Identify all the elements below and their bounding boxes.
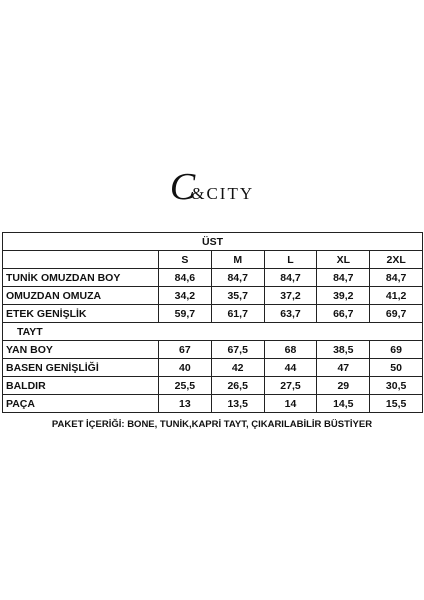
brand-logo-c: C (169, 166, 196, 208)
row-value: 84,6 (159, 269, 212, 287)
table-row (3, 305, 423, 323)
row-value: 29 (317, 377, 370, 395)
size-header: XL (317, 251, 370, 269)
row-value: 40 (159, 359, 212, 377)
row-value: 63,7 (264, 305, 317, 323)
row-value: 14 (264, 395, 317, 413)
section-title-bottom: TAYT (3, 323, 423, 341)
section-row-top (3, 233, 423, 251)
size-header-empty (3, 251, 159, 269)
row-label: YAN BOY (3, 341, 159, 359)
brand-logo-text: &CITY (191, 184, 255, 203)
row-value: 13 (159, 395, 212, 413)
table-row (3, 359, 423, 377)
table-row (3, 395, 423, 413)
row-value: 30,5 (370, 377, 423, 395)
row-value: 26,5 (211, 377, 264, 395)
table-row (3, 377, 423, 395)
row-value: 15,5 (370, 395, 423, 413)
table-row (3, 341, 423, 359)
row-value: 38,5 (317, 341, 370, 359)
package-contents-note: PAKET İÇERİĞİ: BONE, TUNİK,KAPRİ TAYT, ÇIKARILABİLİR BÜSTİYER (51, 419, 373, 430)
table-row (3, 287, 423, 305)
brand-logo (0, 168, 424, 206)
row-value: 13,5 (211, 395, 264, 413)
row-value: 67 (159, 341, 212, 359)
row-value: 66,7 (317, 305, 370, 323)
section-title-top: ÜST (3, 233, 423, 251)
row-value: 39,2 (317, 287, 370, 305)
row-value: 41,2 (370, 287, 423, 305)
row-value: 44 (264, 359, 317, 377)
size-header: L (264, 251, 317, 269)
row-label: PAÇA (3, 395, 159, 413)
row-value: 25,5 (159, 377, 212, 395)
row-value: 34,2 (159, 287, 212, 305)
size-chart-table (2, 232, 423, 413)
table-row (3, 269, 423, 287)
section-row-bottom (3, 323, 423, 341)
size-header: 2XL (370, 251, 423, 269)
row-label: OMUZDAN OMUZA (3, 287, 159, 305)
row-value: 35,7 (211, 287, 264, 305)
row-value: 27,5 (264, 377, 317, 395)
row-value: 47 (317, 359, 370, 377)
row-value: 59,7 (159, 305, 212, 323)
row-value: 67,5 (211, 341, 264, 359)
row-value: 69 (370, 341, 423, 359)
row-value: 37,2 (264, 287, 317, 305)
row-value: 50 (370, 359, 423, 377)
row-value: 84,7 (211, 269, 264, 287)
row-label: TUNİK OMUZDAN BOY (3, 269, 159, 287)
row-value: 84,7 (370, 269, 423, 287)
row-label: BALDIR (3, 377, 159, 395)
row-value: 84,7 (317, 269, 370, 287)
size-header: S (159, 251, 212, 269)
row-value: 14,5 (317, 395, 370, 413)
row-value: 68 (264, 341, 317, 359)
row-label: BASEN GENİŞLİĞİ (3, 359, 159, 377)
row-value: 42 (211, 359, 264, 377)
row-value: 69,7 (370, 305, 423, 323)
size-header-row (3, 251, 423, 269)
row-label: ETEK GENİŞLİK (3, 305, 159, 323)
row-value: 61,7 (211, 305, 264, 323)
size-header: M (211, 251, 264, 269)
row-value: 84,7 (264, 269, 317, 287)
